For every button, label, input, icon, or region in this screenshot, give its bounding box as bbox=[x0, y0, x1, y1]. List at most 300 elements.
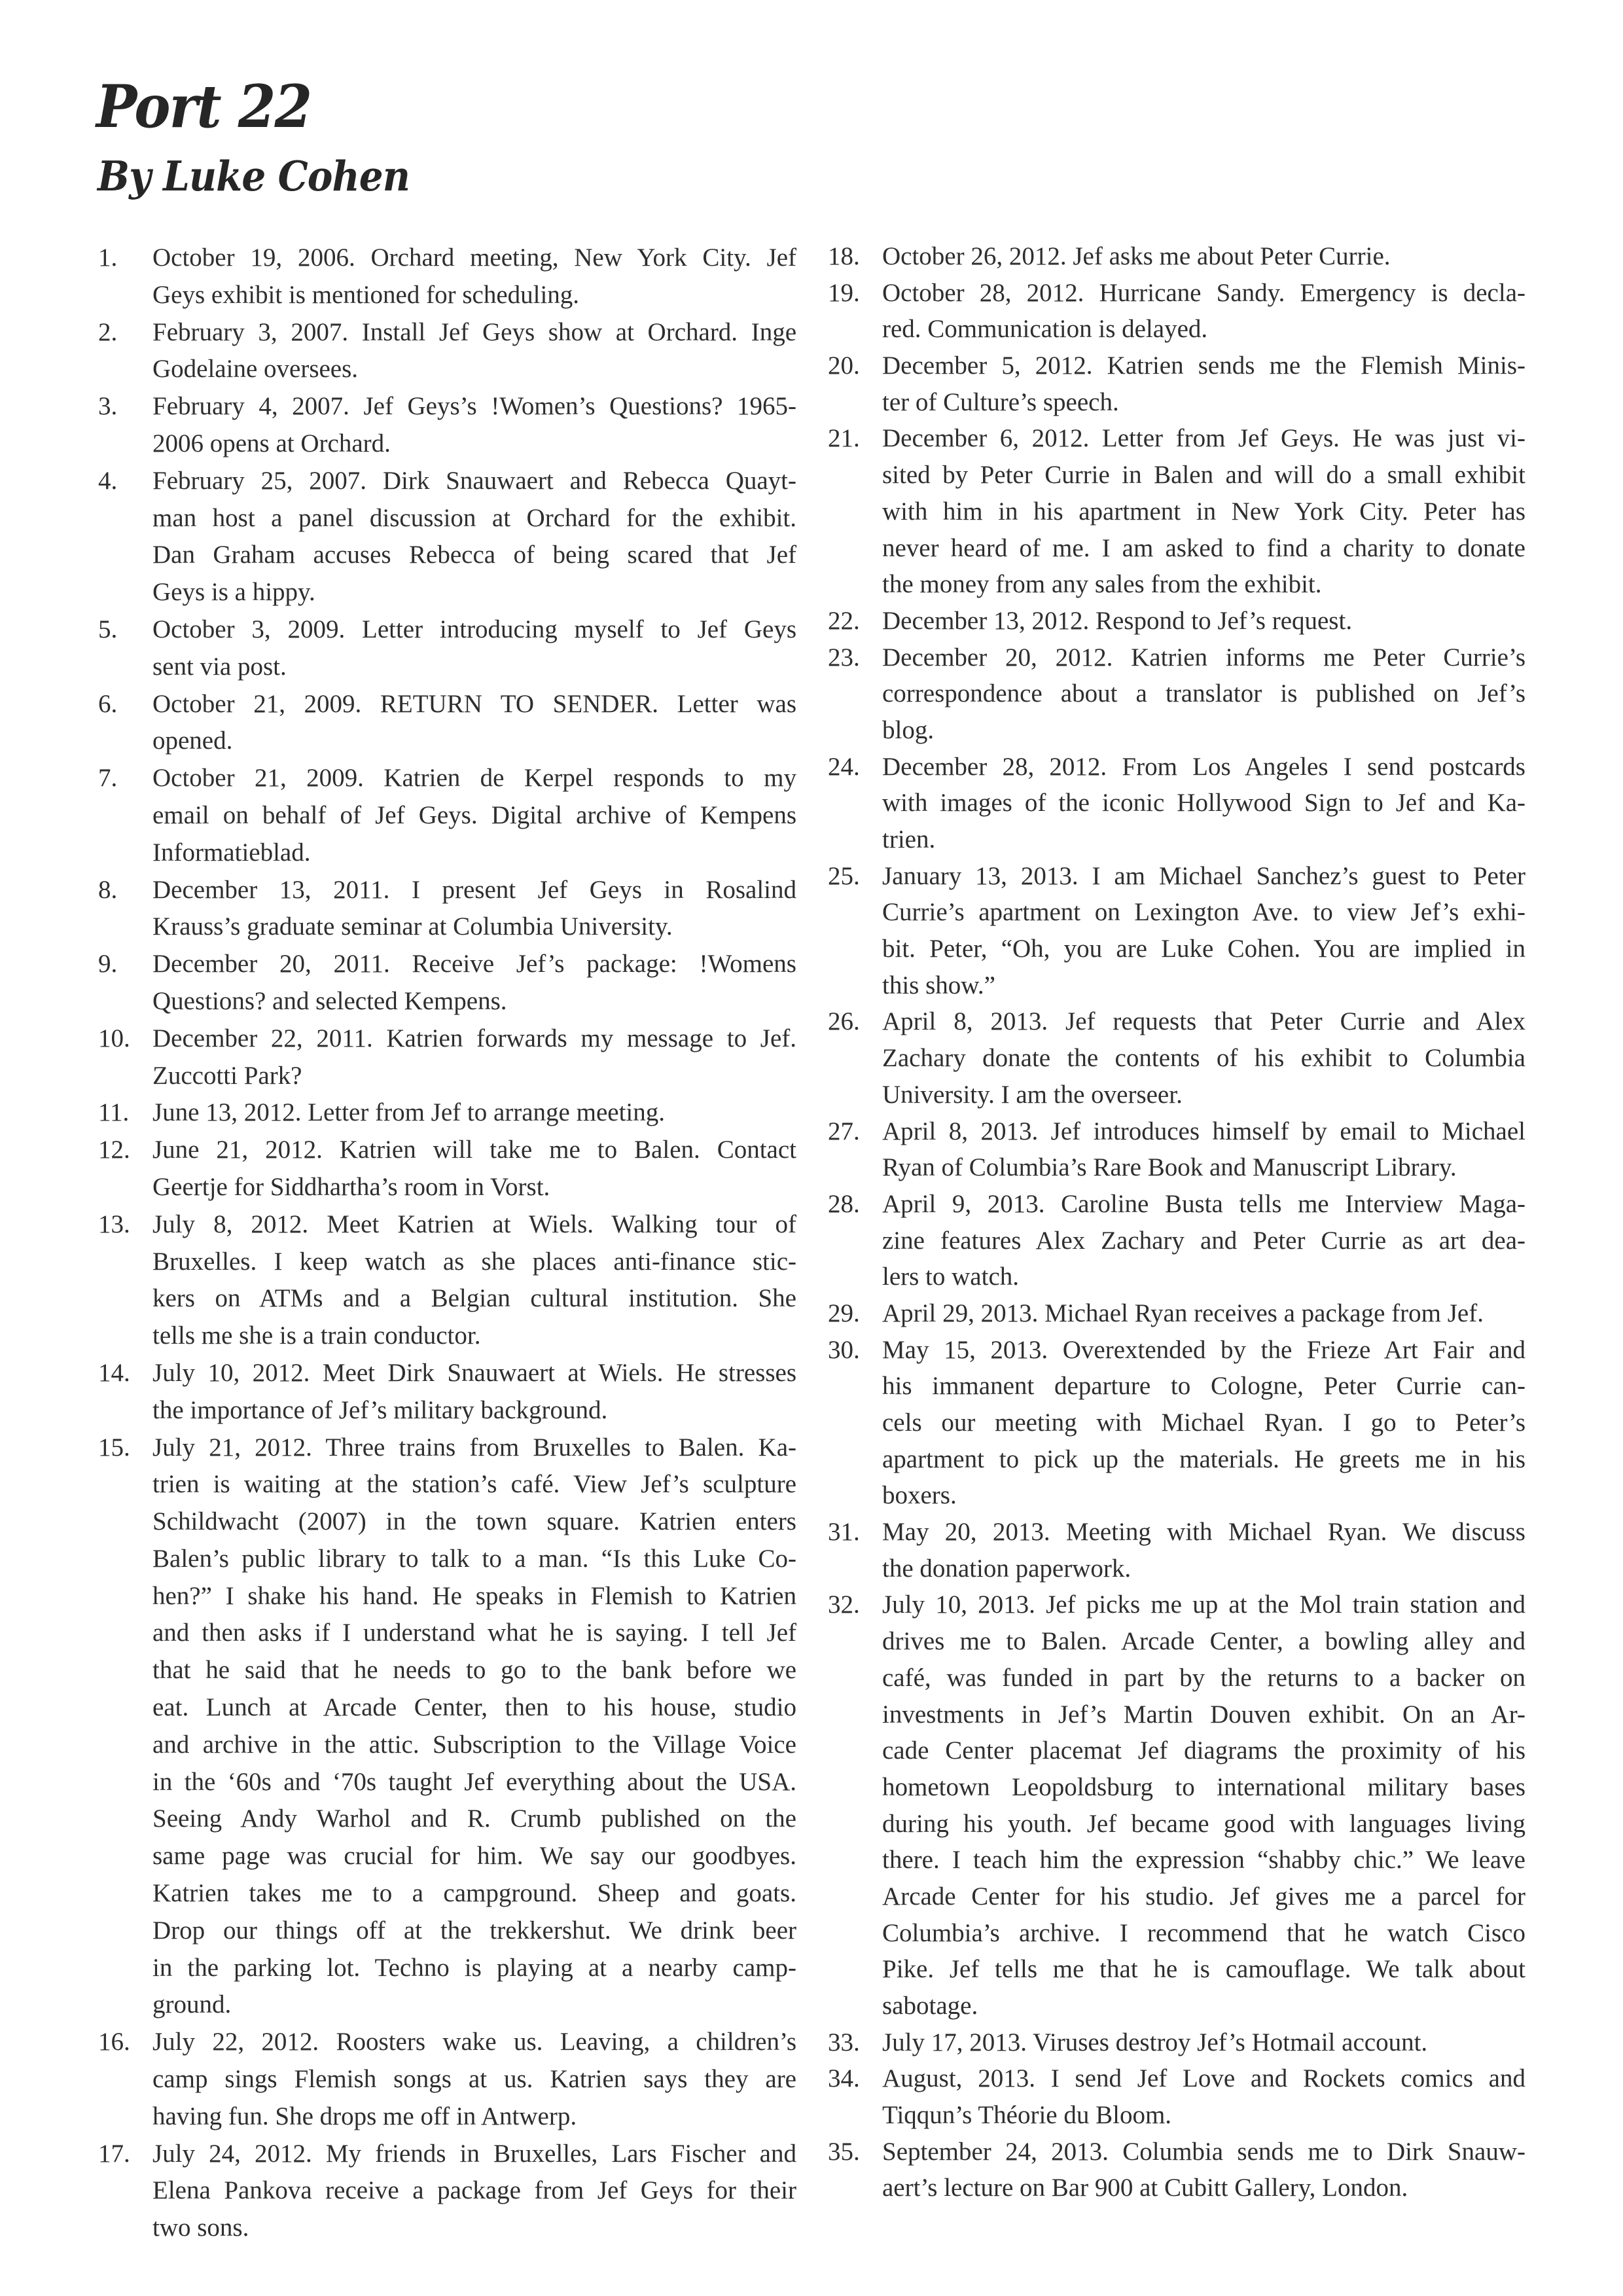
entry-text-line-content: boxers. bbox=[882, 1481, 957, 1510]
entry-text-line-content: camp sings Flemish songs at us. Katrien says they are bbox=[152, 2065, 796, 2094]
entry-text-line bbox=[152, 1912, 796, 1950]
entry-text-line-content: Bruxelles. I keep watch as she places anti-finance stic- bbox=[152, 1247, 796, 1276]
entry-number: 23. bbox=[828, 643, 860, 672]
entry-number: 30. bbox=[828, 1335, 860, 1364]
entry-text-line bbox=[882, 1368, 1525, 1405]
entry-text-line-content: trien is waiting at the station’s café. View Jef’s sculpture bbox=[152, 1470, 796, 1499]
entry-text-line-content: February 4, 2007. Jef Geys’s !Women’s Questions? 1965- bbox=[152, 392, 796, 421]
entry-text-line bbox=[882, 1732, 1525, 1769]
entry-text-line bbox=[882, 1915, 1525, 1952]
entry-text-line-content: the importance of Jef’s military background. bbox=[152, 1395, 608, 1424]
entry-text-line-content: University. I am the overseer. bbox=[882, 1080, 1183, 1109]
entry-text-line-content: Columbia’s archive. I recommend that he watch Cisco bbox=[882, 1918, 1525, 1947]
entry-text bbox=[882, 1295, 1525, 1332]
timeline-entry bbox=[828, 1113, 1525, 1186]
entry-text-line-content: April 8, 2013. Jef introduces himself by email to Michael bbox=[882, 1117, 1525, 1145]
entry-text-line bbox=[152, 611, 796, 649]
entry-text-line bbox=[882, 1186, 1525, 1223]
entry-text-line bbox=[152, 908, 796, 946]
timeline-entry bbox=[98, 463, 796, 611]
timeline-entry bbox=[98, 1132, 796, 1206]
entry-text-line-content: Seeing Andy Warhol and R. Crumb published on the bbox=[152, 1804, 796, 1833]
timeline-entry bbox=[828, 1186, 1525, 1295]
entry-text-line-content: December 20, 2011. Receive Jef’s package: !Womens bbox=[152, 950, 796, 978]
entry-text-line bbox=[152, 463, 796, 500]
entry-number: 2. bbox=[98, 317, 118, 346]
entry-text-line bbox=[882, 821, 1525, 858]
entry-number: 6. bbox=[98, 689, 118, 718]
entry-text-line bbox=[882, 2060, 1525, 2097]
entry-text bbox=[882, 1587, 1525, 2024]
entry-text-line bbox=[152, 1541, 796, 1578]
entry-text-line bbox=[882, 1769, 1525, 1806]
entry-text-line bbox=[152, 1355, 796, 1392]
entry-text-line-content: cade Center placemat Jef diagrams the proximity of his bbox=[882, 1736, 1525, 1765]
entry-text-line bbox=[882, 348, 1525, 384]
entry-text-line bbox=[152, 2024, 796, 2061]
entry-text bbox=[882, 639, 1525, 749]
entry-text-line bbox=[152, 1280, 796, 1318]
timeline-entry bbox=[98, 872, 796, 946]
entry-text-line-content: December 22, 2011. Katrien forwards my message to Jef. bbox=[152, 1024, 796, 1052]
entry-text-line bbox=[152, 649, 796, 686]
entry-number: 13. bbox=[98, 1210, 130, 1238]
entry-text-line bbox=[152, 2136, 796, 2173]
entry-text-line bbox=[152, 1986, 796, 2024]
entry-text-line-content: having fun. She drops me off in Antwerp. bbox=[152, 2102, 577, 2130]
entry-text-line bbox=[882, 1259, 1525, 1295]
entry-text-line bbox=[882, 1077, 1525, 1113]
entry-text bbox=[152, 463, 796, 611]
entry-number: 32. bbox=[828, 1590, 860, 1619]
entry-text-line-content: Geys exhibit is mentioned for scheduling. bbox=[152, 280, 580, 309]
entry-text bbox=[882, 420, 1525, 602]
entry-text-line bbox=[882, 639, 1525, 676]
entry-text-line bbox=[882, 785, 1525, 821]
timeline-entry bbox=[98, 946, 796, 1020]
entry-text bbox=[152, 2024, 796, 2135]
entry-number: 14. bbox=[98, 1358, 130, 1387]
entry-text-line bbox=[882, 1623, 1525, 1660]
timeline-entry bbox=[828, 749, 1525, 858]
entry-text-line bbox=[152, 314, 796, 351]
timeline-entry bbox=[98, 314, 796, 389]
entry-text-line bbox=[152, 425, 796, 463]
entry-text-line bbox=[152, 946, 796, 983]
entry-text-line-content: in the parking lot. Techno is playing at a nearby camp- bbox=[152, 1953, 796, 1982]
timeline-entry bbox=[98, 1355, 796, 1429]
entry-text-line-content: Godelaine oversees. bbox=[152, 355, 359, 384]
entry-text-line-content: ground. bbox=[152, 1990, 232, 2019]
entry-text-line-content: July 10, 2013. Jef picks me up at the Mol train station and bbox=[882, 1590, 1525, 1619]
entry-text-line-content: this show.” bbox=[882, 971, 995, 999]
timeline-entry bbox=[98, 1094, 796, 1132]
entry-number: 11. bbox=[98, 1098, 130, 1127]
entry-text-line-content: October 21, 2009. Katrien de Kerpel responds to my bbox=[152, 764, 796, 793]
entry-text-line-content: aert’s lecture on Bar 900 at Cubitt Gallery, London. bbox=[882, 2174, 1408, 2202]
entry-text-line bbox=[152, 351, 796, 388]
entry-text bbox=[152, 1429, 796, 2024]
entry-text-line-content: December 28, 2012. From Los Angeles I send postcards bbox=[882, 752, 1525, 781]
entry-text-line-content: February 25, 2007. Dirk Snauwaert and Rebecca Quayt- bbox=[152, 466, 796, 495]
entry-number: 27. bbox=[828, 1117, 860, 1145]
entry-text-line bbox=[882, 2170, 1525, 2206]
entry-text-line-content: hen?” I shake his hand. He speaks in Flemish to Katrien bbox=[152, 1581, 796, 1610]
entry-text bbox=[152, 686, 796, 761]
timeline-entry bbox=[98, 2024, 796, 2135]
timeline-entry bbox=[98, 611, 796, 686]
entry-text-line-content: cels our meeting with Michael Ryan. I go to Peter’s bbox=[882, 1408, 1525, 1437]
entry-text-line-content: apartment to pick up the materials. He greets me in his bbox=[882, 1444, 1525, 1473]
entry-text-line-content: July 24, 2012. My friends in Bruxelles, Lars Fischer and bbox=[152, 2139, 796, 2168]
entry-text-line bbox=[882, 1806, 1525, 1842]
entry-text-line-content: the money from any sales from the exhibit. bbox=[882, 570, 1322, 599]
entry-text-line-content: lers to watch. bbox=[882, 1263, 1020, 1291]
entry-text-line-content: December 20, 2012. Katrien informs me Peter Currie’s bbox=[882, 643, 1525, 672]
entry-text-line bbox=[882, 2097, 1525, 2134]
entry-text-line bbox=[882, 1696, 1525, 1733]
entry-text-line bbox=[152, 277, 796, 314]
entry-text-line-content: Tiqqun’s Théorie du Bloom. bbox=[882, 2101, 1172, 2130]
entry-text-line bbox=[152, 1652, 796, 1689]
timeline-list-right bbox=[828, 238, 1525, 2206]
entry-text-line-content: September 24, 2013. Columbia sends me to Dirk Snauw- bbox=[882, 2137, 1525, 2166]
entry-text bbox=[882, 348, 1525, 420]
entry-text-line bbox=[152, 1318, 796, 1355]
entry-text-line-content: kers on ATMs and a Belgian cultural institution. She bbox=[152, 1284, 796, 1313]
entry-text-line-content: October 3, 2009. Letter introducing myself to Jef Geys bbox=[152, 615, 796, 643]
entry-number: 29. bbox=[828, 1299, 860, 1327]
entry-text-line bbox=[152, 574, 796, 611]
entry-text bbox=[882, 749, 1525, 858]
entry-number: 24. bbox=[828, 752, 860, 781]
entry-text-line-content: June 13, 2012. Letter from Jef to arrange meeting. bbox=[152, 1098, 665, 1127]
entry-text-line bbox=[152, 1206, 796, 1244]
entry-text-line-content: June 21, 2012. Katrien will take me to Balen. Contact bbox=[152, 1136, 796, 1164]
entry-number: 26. bbox=[828, 1007, 860, 1036]
entry-text-line bbox=[152, 1875, 796, 1912]
entry-number: 20. bbox=[828, 351, 860, 380]
entry-text-line bbox=[882, 1514, 1525, 1551]
entry-text-line bbox=[882, 931, 1525, 967]
entry-text-line bbox=[882, 894, 1525, 931]
entry-text bbox=[152, 872, 796, 946]
entry-number: 22. bbox=[828, 606, 860, 635]
entry-text-line-content: Krauss’s graduate seminar at Columbia University. bbox=[152, 912, 673, 941]
entry-text-line bbox=[152, 1466, 796, 1503]
entry-text-line-content: December 13, 2012. Respond to Jef’s request. bbox=[882, 606, 1353, 635]
entry-text bbox=[152, 1094, 796, 1132]
entry-text-line-content: July 10, 2012. Meet Dirk Snauwaert at Wiels. He stresses bbox=[152, 1358, 796, 1387]
timeline-entry bbox=[828, 1003, 1525, 1113]
timeline-entry bbox=[98, 2136, 796, 2247]
entry-text bbox=[152, 2136, 796, 2247]
entry-text-line bbox=[882, 1295, 1525, 1332]
entry-text-line-content: July 22, 2012. Roosters wake us. Leaving, a children’s bbox=[152, 2028, 796, 2056]
entry-text-line-content: April 8, 2013. Jef requests that Peter Currie and Alex bbox=[882, 1007, 1525, 1036]
entry-number: 34. bbox=[828, 2064, 860, 2093]
entry-text bbox=[882, 1186, 1525, 1295]
entry-text-line-content: Zachary donate the contents of his exhibit to Columbia bbox=[882, 1044, 1525, 1073]
entry-number: 12. bbox=[98, 1136, 130, 1164]
timeline-entry bbox=[828, 2060, 1525, 2133]
entry-text-line-content: December 13, 2011. I present Jef Geys in Rosalind bbox=[152, 875, 796, 904]
entry-text-line bbox=[152, 872, 796, 909]
entry-number: 10. bbox=[98, 1024, 130, 1052]
entry-text-line-content: with him in his apartment in New York City. Peter has bbox=[882, 497, 1525, 526]
entry-text-line-content: Drop our things off at the trekkershut. We drink beer bbox=[152, 1916, 796, 1945]
entry-text bbox=[882, 1113, 1525, 1186]
entry-text-line-content: investments in Jef’s Martin Douven exhibit. On an Ar- bbox=[882, 1700, 1525, 1729]
entry-text-line bbox=[882, 1951, 1525, 1988]
entry-text-line-content: May 20, 2013. Meeting with Michael Ryan. We discuss bbox=[882, 1518, 1525, 1547]
timeline-entry bbox=[828, 2134, 1525, 2206]
entry-text-line bbox=[882, 1113, 1525, 1150]
entry-text-line bbox=[882, 1003, 1525, 1040]
entry-text-line bbox=[152, 1169, 796, 1206]
entry-text-line bbox=[152, 760, 796, 797]
entry-text-line bbox=[882, 311, 1525, 348]
entry-number: 7. bbox=[98, 764, 118, 793]
entry-text-line-content: there. I teach him the expression “shabby chic.” We leave bbox=[882, 1846, 1525, 1874]
entry-text-line bbox=[152, 537, 796, 574]
entry-text-line bbox=[882, 603, 1525, 639]
entry-text-line-content: August, 2013. I send Jef Love and Rockets comics and bbox=[882, 2064, 1525, 2093]
entry-text bbox=[152, 760, 796, 871]
entry-text-line-content: July 17, 2013. Viruses destroy Jef’s Hotmail account. bbox=[882, 2028, 1428, 2056]
entry-text bbox=[152, 1355, 796, 1429]
entry-text bbox=[152, 1132, 796, 1206]
entry-text-line bbox=[152, 1020, 796, 1058]
entry-text-line bbox=[882, 238, 1525, 275]
entry-text-line bbox=[152, 1392, 796, 1429]
entry-text-line-content: man host a panel discussion at Orchard for the exhibit. bbox=[152, 503, 796, 532]
entry-text-line bbox=[882, 967, 1525, 1004]
entry-text-line bbox=[152, 723, 796, 760]
entry-text-line bbox=[882, 1660, 1525, 1696]
entry-text-line-content: email on behalf of Jef Geys. Digital archive of Kempens bbox=[152, 800, 796, 829]
timeline-entry bbox=[828, 238, 1525, 275]
entry-text-line bbox=[152, 797, 796, 834]
timeline-entry bbox=[828, 1514, 1525, 1587]
entry-text-line-content: February 3, 2007. Install Jef Geys show at Orchard. Inge bbox=[152, 317, 796, 346]
entry-text-line bbox=[882, 1587, 1525, 1623]
document-byline: By Luke Cohen bbox=[98, 152, 410, 200]
entry-text-line-content: the donation paperwork. bbox=[882, 1554, 1132, 1583]
document-title: Port 22 bbox=[96, 72, 312, 141]
timeline-entry bbox=[98, 760, 796, 871]
entry-text-line-content: Dan Graham accuses Rebecca of being scared that Jef bbox=[152, 541, 796, 569]
entry-text bbox=[882, 2134, 1525, 2206]
entry-text-line-content: Currie’s apartment on Lexington Ave. to view Jef’s exhi- bbox=[882, 898, 1525, 927]
entry-text-line bbox=[152, 1727, 796, 1764]
entry-text-line-content: Informatieblad. bbox=[152, 838, 311, 867]
entry-text bbox=[152, 388, 796, 463]
entry-number: 16. bbox=[98, 2028, 130, 2056]
entry-text bbox=[882, 858, 1525, 1004]
timeline-list-left bbox=[98, 240, 796, 2247]
entry-text-line-content: Schildwacht (2007) in the town square. Katrien enters bbox=[152, 1507, 796, 1536]
entry-text-line bbox=[152, 1503, 796, 1541]
entry-text-line bbox=[152, 2098, 796, 2136]
entry-text-line bbox=[882, 566, 1525, 603]
entry-text bbox=[882, 2024, 1525, 2061]
entry-text-line-content: Elena Pankova receive a package from Jef Geys for their bbox=[152, 2176, 796, 2205]
entry-number: 8. bbox=[98, 875, 118, 904]
entry-number: 33. bbox=[828, 2028, 860, 2056]
timeline-entry bbox=[828, 275, 1525, 348]
entry-text-line bbox=[152, 1615, 796, 1652]
entry-text-line-content: sabotage. bbox=[882, 1992, 978, 2020]
entry-text-line-content: July 8, 2012. Meet Katrien at Wiels. Walking tour of bbox=[152, 1210, 796, 1238]
entry-text-line-content: never heard of me. I am asked to find a charity to donate bbox=[882, 533, 1525, 562]
timeline-column-right bbox=[828, 238, 1525, 2206]
entry-text-line bbox=[152, 1689, 796, 1727]
timeline-entry bbox=[98, 240, 796, 314]
entry-text bbox=[882, 238, 1525, 275]
entry-text-line-content: with images of the iconic Hollywood Sign to Jef and Ka- bbox=[882, 789, 1525, 817]
timeline-entry bbox=[828, 1332, 1525, 1514]
entry-text-line-content: ter of Culture’s speech. bbox=[882, 387, 1119, 416]
entry-text-line bbox=[152, 388, 796, 425]
entry-text-line bbox=[882, 858, 1525, 895]
entry-text-line bbox=[882, 2134, 1525, 2170]
entry-text-line bbox=[882, 1332, 1525, 1369]
entry-number: 35. bbox=[828, 2137, 860, 2166]
entry-text bbox=[152, 240, 796, 314]
entry-number: 17. bbox=[98, 2139, 130, 2168]
entry-text-line-content: same page was crucial for him. We say our goodbyes. bbox=[152, 1842, 796, 1871]
entry-text bbox=[152, 946, 796, 1020]
timeline-entry bbox=[828, 639, 1525, 749]
entry-text-line bbox=[152, 1058, 796, 1095]
entry-text-line bbox=[882, 1149, 1525, 1186]
entry-text-line bbox=[882, 1441, 1525, 1478]
entry-text-line-content: opened. bbox=[152, 726, 233, 755]
entry-text-line bbox=[882, 749, 1525, 785]
timeline-entry bbox=[828, 1295, 1525, 1332]
timeline-column-left bbox=[98, 240, 796, 2247]
entry-text bbox=[152, 1206, 796, 1355]
timeline-entry bbox=[98, 686, 796, 761]
entry-text-line-content: sited by Peter Currie in Balen and will do a small exhibit bbox=[882, 461, 1525, 490]
entry-text-line bbox=[152, 1132, 796, 1169]
entry-text-line-content: tells me she is a train conductor. bbox=[152, 1321, 481, 1350]
entry-text-line-content: blog. bbox=[882, 715, 935, 744]
entry-text-line bbox=[882, 1223, 1525, 1259]
timeline-entry bbox=[828, 858, 1525, 1004]
entry-text-line bbox=[152, 686, 796, 723]
entry-text bbox=[882, 603, 1525, 639]
entry-text-line bbox=[152, 1578, 796, 1615]
entry-text-line bbox=[882, 1405, 1525, 1441]
entry-number: 1. bbox=[98, 243, 118, 272]
entry-text-line-content: December 5, 2012. Katrien sends me the Flemish Minis- bbox=[882, 351, 1525, 380]
entry-text-line bbox=[152, 983, 796, 1020]
entry-text-line-content: café, was funded in part by the returns to a backer on bbox=[882, 1663, 1525, 1692]
entry-text-line-content: trien. bbox=[882, 825, 936, 853]
entry-number: 18. bbox=[828, 242, 860, 270]
entry-text bbox=[882, 1514, 1525, 1587]
entry-text-line-content: May 15, 2013. Overextended by the Frieze Art Fair and bbox=[882, 1335, 1525, 1364]
entry-text-line-content: October 28, 2012. Hurricane Sandy. Emergency is decla- bbox=[882, 278, 1525, 307]
entry-number: 3. bbox=[98, 392, 118, 421]
entry-text-line bbox=[152, 834, 796, 872]
entry-text-line bbox=[882, 2024, 1525, 2061]
entry-number: 15. bbox=[98, 1433, 130, 1462]
entry-text-line-content: his immanent departure to Cologne, Peter Currie can- bbox=[882, 1372, 1525, 1401]
entry-text-line-content: correspondence about a translator is published on Jef’s bbox=[882, 679, 1525, 708]
entry-text-line-content: Geertje for Siddhartha’s room in Vorst. bbox=[152, 1172, 550, 1201]
entry-text-line-content: Zuccotti Park? bbox=[152, 1061, 302, 1090]
entry-text-line bbox=[882, 530, 1525, 567]
entry-text-line bbox=[882, 1477, 1525, 1514]
entry-text bbox=[882, 1003, 1525, 1113]
entry-text-line-content: 2006 opens at Orchard. bbox=[152, 429, 391, 457]
entry-text-line bbox=[882, 1040, 1525, 1077]
entry-text-line-content: Balen’s public library to talk to a man. “Is this Luke Co- bbox=[152, 1544, 796, 1573]
entry-text-line bbox=[152, 2061, 796, 2098]
entry-text-line bbox=[882, 1878, 1525, 1915]
timeline-entry bbox=[98, 388, 796, 463]
entry-number: 9. bbox=[98, 950, 118, 978]
entry-number: 25. bbox=[828, 861, 860, 890]
entry-text-line bbox=[152, 240, 796, 277]
entry-text-line-content: April 9, 2013. Caroline Busta tells me Interview Maga- bbox=[882, 1189, 1525, 1218]
entry-text-line bbox=[152, 1764, 796, 1801]
entry-text-line-content: that he said that he needs to go to the bank before we bbox=[152, 1656, 796, 1685]
entry-text-line-content: bit. Peter, “Oh, you are Luke Cohen. You are implied in bbox=[882, 935, 1525, 963]
entry-text-line bbox=[882, 275, 1525, 312]
entry-text-line bbox=[882, 675, 1525, 712]
entry-text-line bbox=[152, 2172, 796, 2210]
entry-text bbox=[152, 611, 796, 686]
timeline-entry bbox=[98, 1429, 796, 2024]
entry-text bbox=[882, 275, 1525, 348]
entry-text-line bbox=[882, 493, 1525, 530]
entry-text-line-content: zine features Alex Zachary and Peter Currie as art dea- bbox=[882, 1226, 1525, 1255]
entry-text-line bbox=[152, 500, 796, 537]
entry-text bbox=[152, 1020, 796, 1095]
entry-text-line-content: Katrien takes me to a campground. Sheep and goats. bbox=[152, 1879, 796, 1908]
timeline-entry bbox=[98, 1206, 796, 1355]
entry-text-line bbox=[882, 420, 1525, 457]
timeline-entry bbox=[828, 2024, 1525, 2061]
entry-text-line-content: red. Communication is delayed. bbox=[882, 315, 1208, 344]
entry-text-line-content: Arcade Center for his studio. Jef gives me a parcel for bbox=[882, 1882, 1525, 1910]
entry-text-line-content: sent via post. bbox=[152, 652, 287, 681]
entry-text-line bbox=[882, 384, 1525, 421]
entry-number: 5. bbox=[98, 615, 118, 643]
entry-text-line bbox=[152, 1094, 796, 1132]
entry-text-line-content: in the ‘60s and ‘70s taught Jef everything about the USA. bbox=[152, 1767, 796, 1796]
entry-text-line bbox=[882, 1551, 1525, 1587]
entry-number: 31. bbox=[828, 1518, 860, 1547]
entry-text-line-content: April 29, 2013. Michael Ryan receives a package from Jef. bbox=[882, 1299, 1484, 1327]
entry-text-line-content: during his youth. Jef became good with languages living bbox=[882, 1809, 1525, 1838]
entry-text-line bbox=[152, 1838, 796, 1875]
entry-text-line bbox=[152, 2210, 796, 2247]
timeline-entry bbox=[828, 1587, 1525, 2024]
entry-text-line-content: October 26, 2012. Jef asks me about Peter Currie. bbox=[882, 242, 1391, 270]
entry-text-line-content: Questions? and selected Kempens. bbox=[152, 986, 507, 1015]
entry-text bbox=[152, 314, 796, 389]
timeline-entry bbox=[828, 420, 1525, 602]
entry-text-line bbox=[882, 712, 1525, 749]
entry-text-line-content: and then asks if I understand what he is saying. I tell Jef bbox=[152, 1619, 796, 1647]
entry-text-line bbox=[882, 457, 1525, 493]
timeline-entry bbox=[828, 348, 1525, 420]
